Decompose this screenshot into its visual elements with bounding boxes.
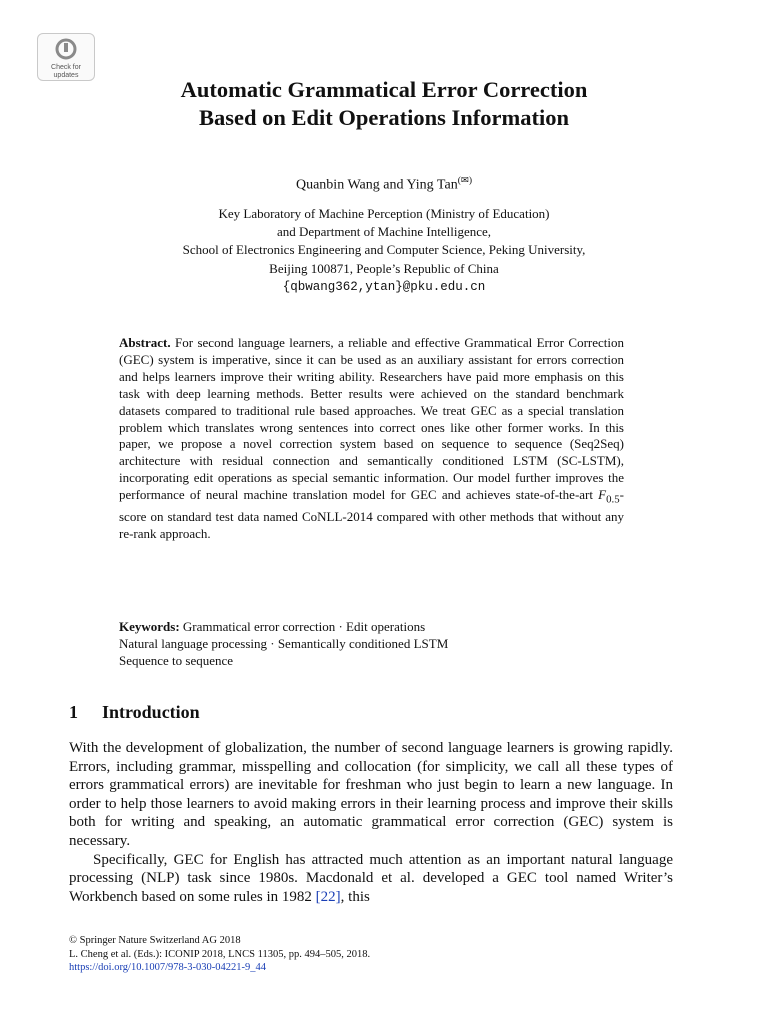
authors (60, 172, 708, 195)
abstract-text-end: -score on standard test data named CoNLL-2014 compared with other methods that without any re-rank approach. (119, 487, 624, 541)
section-heading (69, 700, 200, 724)
body-text (69, 739, 673, 906)
affiliation (60, 205, 708, 296)
paper-title (60, 76, 708, 132)
paragraph: With the development of globalization, the number of second language learners is growing rapidly. Errors, including grammar, misspelling and collocation (for simplicity, we call all these types of errors grammatical errors) are inevitable for freshman who just begin to learn a new language. In order to help those learners to avoid making errors in their learning process and improve their skills both for writing and speaking, an automatic grammatical error correction (GEC) system is necessary. (69, 740, 673, 849)
metric-subscript: 0.5 (606, 493, 620, 506)
title-line-1: Automatic Grammatical Error Correction (180, 77, 588, 102)
paragraph-text-end: , this (340, 888, 370, 905)
citation-info: L. Cheng et al. (Eds.): ICONIP 2018, LNCS 11305, pp. 494–505, 2018. (69, 948, 371, 960)
abstract-text: For second language learners, a reliable and effective Grammatical Error Correction (GEC) system is imperative, since it can be used as an auxiliary assistant for errors correction and helps learners improve their writing ability. Researchers have paid more emphasis on this task with deep learning methods. Better results were achieved on the standard benchmark datasets compared to traditional rule based approaches. We treat GEC as a special translation problem which translates wrong sentences into correct ones like other former works. In this paper, we propose a novel correction system based on sequence to sequence (Seq2Seq) architecture with residual connection and semantically conditioned LSTM (SC-LSTM), incorporating edit operations as special semantic information. Our model further improves the performance of neural machine translation model for GEC and achieves state-of-the-art (119, 335, 624, 503)
affiliation-line: and Department of Machine Intelligence, (276, 224, 492, 240)
keywords-line: Grammatical error correction · Edit operations (182, 619, 426, 634)
section-title: Introduction (102, 702, 200, 722)
paragraph-text: Specifically, GEC for English has attracted much attention as an important natural language processing (NLP) task since 1980s. Macdonald et al. developed a GEC tool named Writer’s Workbench based on some rules in 1982 (69, 851, 673, 905)
keywords (119, 619, 624, 670)
affiliation-line: School of Electronics Engineering and Computer Science, Peking University, (182, 242, 586, 258)
footer (69, 934, 370, 975)
keywords-line: Natural language processing · Semantically conditioned LSTM (119, 635, 449, 651)
author-email[interactable]: {qbwang362,ytan}@pku.edu.cn (282, 279, 486, 294)
corresponding-author-icon: (✉) (457, 176, 473, 186)
section-number: 1 (69, 702, 78, 722)
affiliation-line: Key Laboratory of Machine Perception (Ministry of Education) (218, 206, 550, 221)
badge-line1: Check for (51, 64, 81, 71)
author-names: Quanbin Wang and Ying Tan (295, 177, 458, 193)
paragraph (69, 851, 673, 907)
title-line-2: Based on Edit Operations Information (198, 105, 570, 130)
badge-line2: updates (53, 72, 79, 79)
affiliation-line: Beijing 100871, People’s Republic of China (269, 260, 499, 276)
citation-link[interactable]: [22] (315, 888, 341, 905)
check-updates-icon (55, 38, 77, 60)
doi-link[interactable]: https://doi.org/10.1007/978-3-030-04221-9_44 (69, 962, 266, 973)
abstract-label: Abstract. (119, 335, 171, 350)
abstract (119, 335, 624, 542)
metric-symbol: F (598, 487, 607, 503)
copyright: © Springer Nature Switzerland AG 2018 (69, 935, 241, 946)
check-for-updates-badge[interactable] (37, 33, 95, 81)
keywords-line: Sequence to sequence (119, 652, 234, 668)
keywords-label: Keywords: (119, 619, 180, 634)
